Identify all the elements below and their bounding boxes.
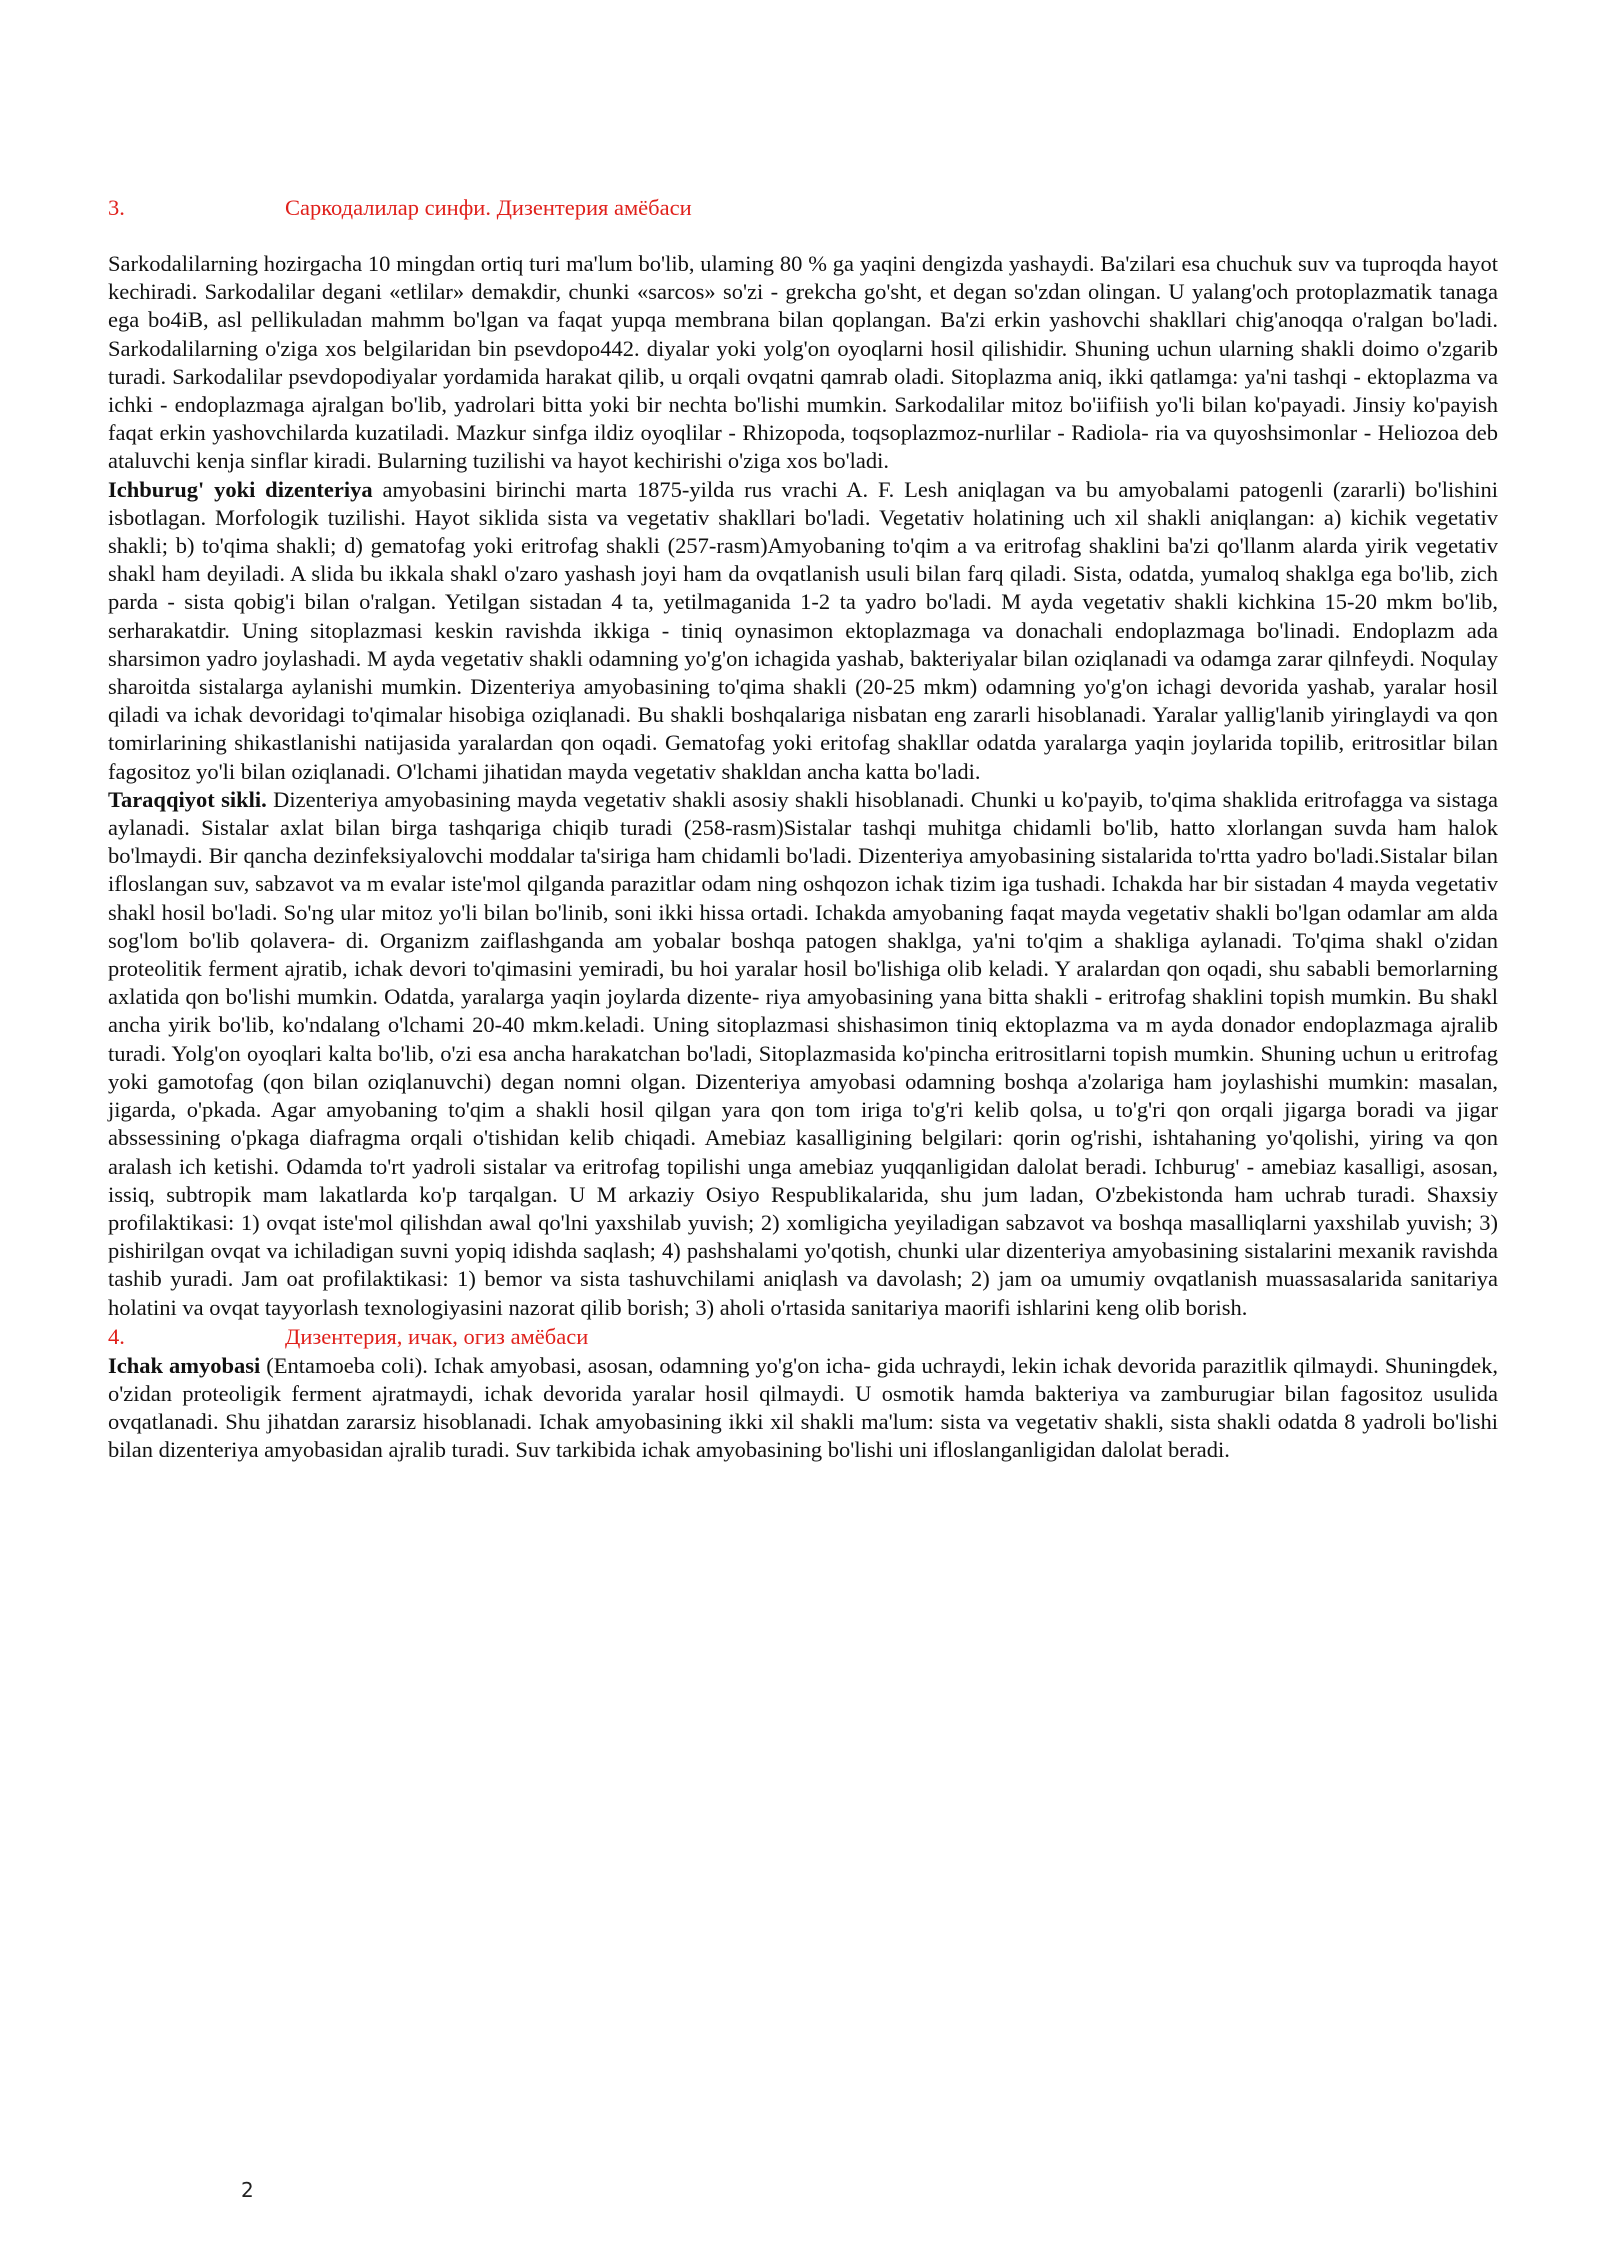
section-3-dysentery-paragraph <box>108 476 1498 786</box>
section-4-intestinal-amoeba-paragraph <box>108 1352 1498 1465</box>
section-3-title: Саркодалилар синфи. Дизентерия амёбаси <box>285 195 692 220</box>
page-number: 2 <box>241 2178 254 2202</box>
page-content <box>108 193 1498 1465</box>
section-4-title: Дизентерия, ичак, огиз амёбаси <box>285 1323 589 1349</box>
dysentery-lead-term: Ichburug' yoki dizenteriya <box>108 476 373 502</box>
section-4-heading <box>108 1322 1498 1352</box>
section-4-number: 4. <box>108 1323 125 1349</box>
dysentery-paragraph-text: amyobasini birinchi marta 1875-yilda rus vrachi A. F. Lesh aniqlagan va bu amyobalami patogenli (zararli) bo'lishini isbotlagan. Morfologik tuzilishi. Hayot siklida sista va vegetativ shakllari bo'ladi. Vegetativ holatining uch xil shakli aniqlangan: a) kichik vegetativ shakli; b) to'qima shakli; d) gematofag yoki eritrofag shakli (257-rasm)Amyobaning to'qim a va eritrofag shaklini ba'zi qo'llanm alarda yirik vegetativ shakl ham deyiladi. A slida bu ikkala shakl o'zaro yashash joyi ham da ovqatlanish usuli bilan farq qiladi. Sista, odatda, yumaloq shaklga ega bo'lib, zich parda - sista qobig'i bilan o'ralgan. Yetilgan sistadan 4 ta, yetilmaganida 1-2 ta yadro bo'ladi. M ayda vegetativ shakli kichkina 15-20 mkm bo'lib, serharakatdir. Uning sitoplazmasi keskin ravishda ikkiga - tiniq oynasimon ektoplazmaga va donachali endoplazmaga bo'linadi. Endoplazm ada sharsimon yadro joylashadi. M ayda vegetativ shakli odamning yo'g'on ichagida yashab, bakteriyalar bilan oziqlanadi va odamga zarar qilnfeydi. Noqulay sharoitda sistalarga aylanishi mumkin. Dizenteriya amyobasining to'qima shakli (20-25 mkm) odamning yo'g'on ichagi devorida yashab, yaralar hosil qiladi va ichak devoridagi to'qimalar hisobiga oziqlanadi. Bu shakli boshqalariga nisbatan eng zararli hisoblanadi. Yaralar yallig'lanib yiringlaydi va qon tomirlarining shikastlanishi natijasida yaralardan qon oqadi. Gematofag yoki eritofag shakllar odatda yaralarga yaqin joylarida topilib, eritrositlar bilan fagositoz yo'li bilan oziqlanadi. O'lchami jihatidan mayda vegetativ shakldan ancha katta bo'ladi. <box>108 476 1498 784</box>
lifecycle-lead-term: Taraqqiyot sikli. <box>108 786 267 812</box>
intestinal-amoeba-paragraph-text: (Entamoeba coli). Ichak amyobasi, asosan, odamning yo'g'on icha- gida uchraydi, lekin ichak devorida parazitlik qilmaydi. Shuningdek, o'zidan proteoligik ferment ajratmaydi, ichak devorida yaralar hosil qilmaydi. U osmotik hamda bakteriya va zamburugiar bilan fagositoz usulida ovqatlanadi. Shu jihatdan zararsiz hisoblanadi. Ichak amyobasining ikki xil shakli ma'lum: sista va vegetativ shakli, sista shakli odatda 8 yadroli bo'lishi bilan dizenteriya amyobasidan ajralib turadi. Suv tarkibida ichak amyobasining bo'lishi uni ifloslanganligidan dalolat beradi. <box>108 1352 1498 1463</box>
lifecycle-paragraph-text: Dizenteriya amyobasining mayda vegetativ shakli asosiy shakli hisoblanadi. Chunki u ko'payib, to'qima shaklida eritrofagga va sistaga aylanadi. Sistalar axlat bilan birga tashqariga chiqib turadi (258-rasm)Sistalar tashqi muhitga chidamli bo'lib, hatto xlorlangan suvda ham halok bo'lmaydi. Bir qancha dezinfeksiyalovchi moddalar ta'siriga ham chidamli bo'ladi. Dizenteriya amyobasining sistalarida to'rtta yadro bo'ladi.Sistalar bilan ifloslangan suv, sabzavot va m evalar iste'mol qilganda parazitlar odam ning oshqozon ichak tizim iga tushadi. Ichakda har bir sistadan 4 mayda vegetativ shakl hosil bo'ladi. So'ng ular mitoz yo'li bilan bo'linib, soni ikki hissa ortadi. Ichakda amyobaning faqat mayda vegetativ shakli bo'lgan odamlar am alda sog'lom bo'lib qolavera- di. Organizm zaiflashganda am yobalar boshqa patogen shaklga, ya'ni to'qim a shakliga aylanadi. To'qima shakl o'zidan proteolitik ferment ajratib, ichak devori to'qimasini yemiradi, bu hoi yaralar hosil bo'lishiga olib keladi. Y aralardan qon oqadi, shu sababli bemorlarning axlatida qon bo'lishi mumkin. Odatda, yaralarga yaqin joylarda dizente- riya amyobasining yana bitta shakli - eritrofag shaklini topish mumkin. Bu shakl ancha yirik bo'lib, ko'ndalang o'lchami 20-40 mkm.keladi. Uning sitoplazmasi shishasimon tiniq ektoplazma va m ayda donador endoplazmaga ajralib turadi. Yolg'on oyoqlari kalta bo'lib, o'zi esa ancha harakatchan bo'ladi, Sitoplazmasida ko'pincha eritrositlarni topish mumkin. Shuning uchun u eritrofag yoki gamotofag (qon bilan oziqlanuvchi) degan nomni olgan. Dizenteriya amyobasi odamning boshqa a'zolariga ham joylashishi mumkin: masalan, jigarda, o'pkada. Agar amyobaning to'qim a shakli hosil qilgan yara qon tom iriga to'g'ri kelib qolsa, u to'g'ri qon orqali jigarga boradi va jigar abssessining o'pkaga diafragma orqali o'tishidan kelib chiqadi. Amebiaz kasalligining belgilari: qorin og'rishi, ishtahaning yo'qolishi, yiring va qon aralash ich ketishi. Odamda to'rt yadroli sistalar va eritrofag topilishi unga amebiaz yuqqanligidan dalolat beradi. Ichburug' - amebiaz kasalligi, asosan, issiq, subtropik mam lakatlarda ko'p tarqalgan. U M arkaziy Osiyo Respublikalarida, shu jum ladan, O'zbekistonda ham uchrab turadi. Shaxsiy profilaktikasi: 1) ovqat iste'mol qilishdan awal qo'lni yaxshilab yuvish; 2) xomligicha yeyiladigan sabzavot va boshqa masalliqlarni yaxshilab yuvish; 3) pishirilgan ovqat va ichiladigan suvni yopiq idishda saqlash; 4) pashshalami yo'qotish, chunki ular dizenteriya amyobasining sistalarini mexanik ravishda tashib yuradi. Jam oat profilaktikasi: 1) bemor va sista tashuvchilami aniqlash va davolash; 2) jam oa umumiy ovqatlanish muassasalarida sanitariya holatini va ovqat tayyorlash texnologiyasini nazorat qilib borish; 3) aholi o'rtasida sanitariya maorifi ishlarini keng olib borish. <box>108 786 1498 1320</box>
section-3-number: 3. <box>108 195 125 220</box>
section-3-heading <box>108 193 1498 223</box>
intestinal-amoeba-lead-term: Ichak amyobasi <box>108 1352 261 1378</box>
section-3-lifecycle-paragraph <box>108 786 1498 1322</box>
section-3-intro-paragraph: Sarkodalilarning hozirgacha 10 mingdan ortiq turi ma'lum bo'lib, ulaming 80 % ga yaqini dengizda yashaydi. Ba'zilari esa chuchuk suv va tuproqda hayot kechiradi. Sarkodalilar degani «etlilar» demakdir, chunki «sarcos» so'zi - grekcha go'sht, et degan so'zdan olingan. U yalang'och protoplazmatik tanaga ega bo4iB, asl pellikuladan mahmm bo'lgan va faqat yupqa membrana bilan qoplangan. Ba'zi erkin yashovchi shakllari chig'anoqqa o'ralgan bo'ladi. Sarkodalilarning o'ziga xos belgilaridan bin psevdopo442. diyalar yoki yolg'on oyoqlarni hosil qilishidir. Shuning uchun ularning shakli doimo o'zgarib turadi. Sarkodalilar psevdopodiyalar yordamida harakat qilib, u orqali ovqatni qamrab oladi. Sitoplazma aniq, ikki qatlamga: ya'ni tashqi - ektoplazma va ichki - endoplazmaga ajralgan bo'lib, yadrolari bitta yoki bir nechta bo'lishi mumkin. Sarkodalilar mitoz bo'iifiish yo'li bilan ko'payadi. Jinsiy ko'payish faqat erkin yashovchilarda kuzatiladi. Mazkur sinfga ildiz oyoqlilar - Rhizopoda, toqsoplazmoz-nurlilar - Radiola- ria va quyoshsimonlar - Heliozoa deb ataluvchi kenja sinflar kiradi. Bularning tuzilishi va hayot kechirishi o'ziga xos bo'ladi. <box>108 251 1498 474</box>
